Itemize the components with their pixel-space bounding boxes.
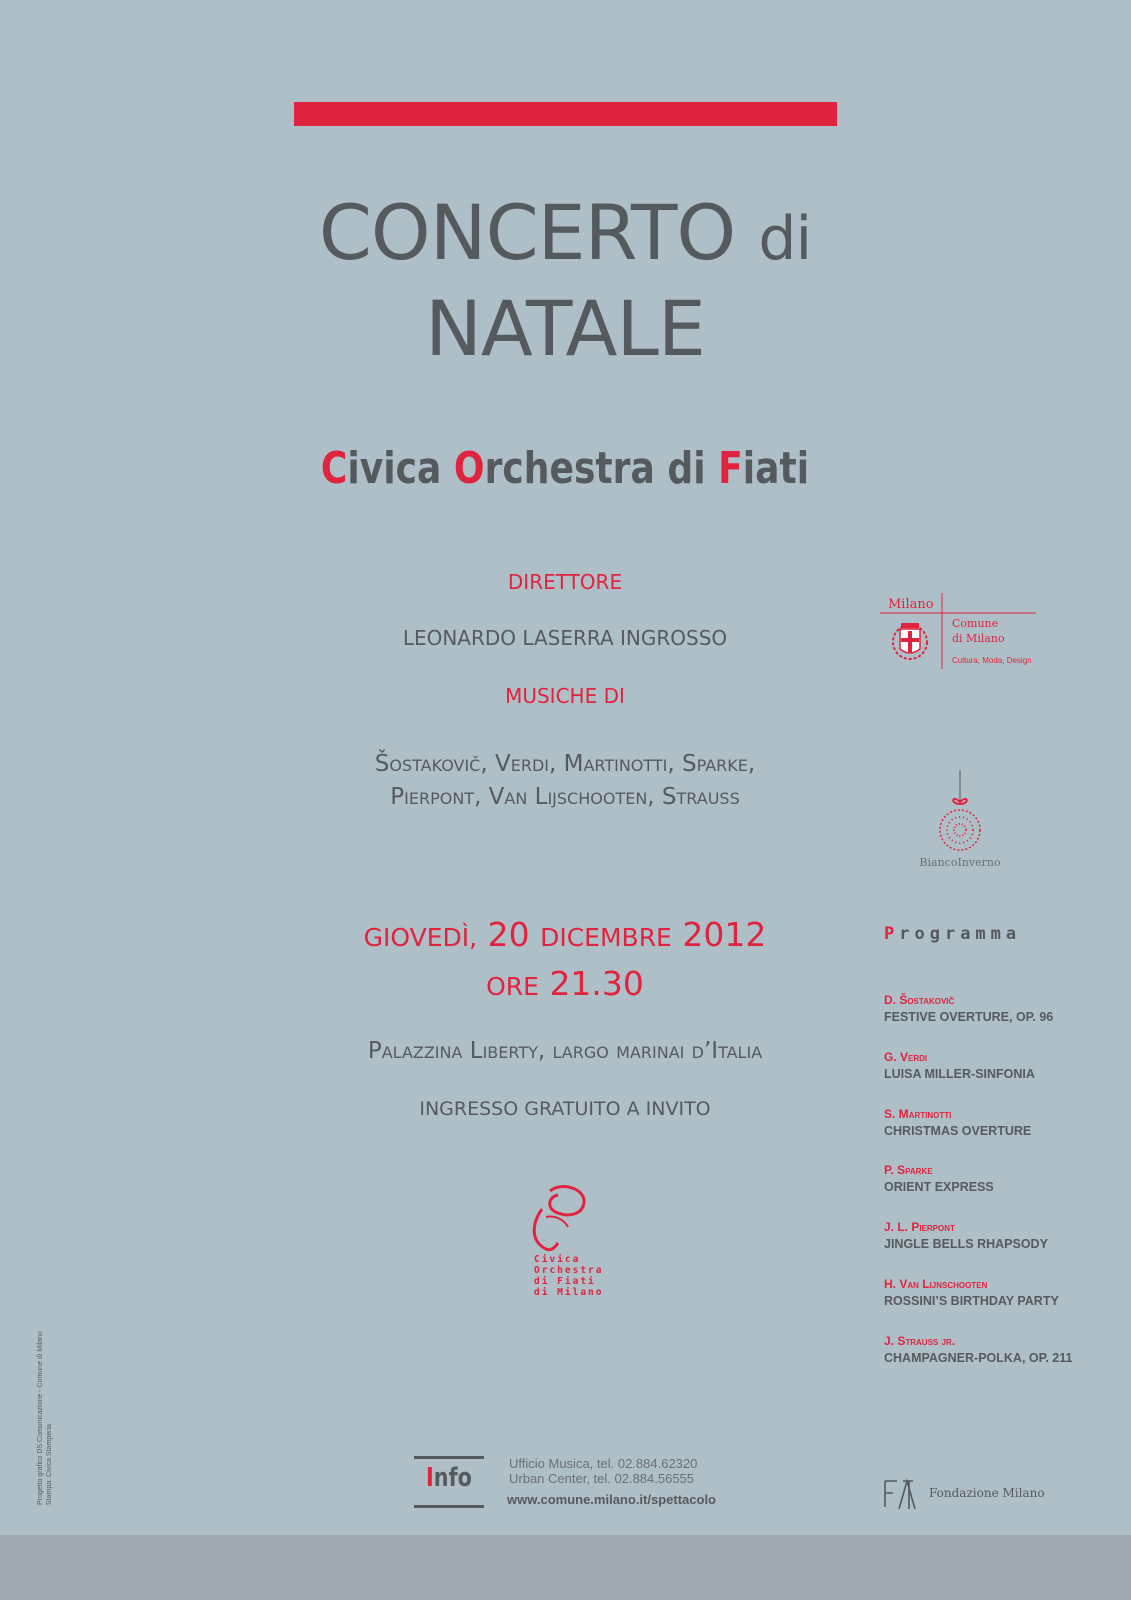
info-label: Info: [426, 1463, 472, 1493]
program-item: S. Martinotti CHRISTMAS OVERTURE: [884, 1107, 1032, 1138]
bottom-strip: [0, 1535, 1131, 1600]
print-credits: Progetto grafico DS Comunicazione - Comune di Milano Stampa: Civica Stamperia: [37, 1331, 53, 1505]
composers-list: Šostakovič, Verdi, Martinotti, Sparke, Pierpont, Van Lijschooten, Strauss: [374, 751, 756, 810]
website-link[interactable]: www.comune.milano.it/spettacolo: [507, 1492, 716, 1507]
comune-label-2: di Milano: [952, 632, 1005, 645]
program-item: P. Sparke ORIENT EXPRESS: [884, 1163, 994, 1194]
program-item: G. Verdi LUISA MILLER-SINFONIA: [884, 1050, 1035, 1081]
poster-title: CONCERTO di NATALE: [318, 188, 812, 373]
program-item: D. Šostakovič FESTIVE OVERTURE, OP. 96: [884, 993, 1054, 1024]
bianco-inverno-label: BiancoInverno: [919, 856, 1001, 869]
admission-note: INGRESSO GRATUITO A INVITO: [419, 1098, 711, 1120]
program-item: H. Van Lijnschooten ROSSINI’S BIRTHDAY PARTY: [884, 1277, 1059, 1308]
milano-word: Milano: [888, 597, 934, 612]
venue: Palazzina Liberty, largo marinai d’Italia: [367, 1038, 763, 1064]
programma-title: Programma: [884, 924, 1022, 944]
direttore-name: LEONARDO LASERRA INGROSSO: [402, 626, 728, 650]
comune-label: Comune: [952, 617, 999, 630]
orchestra-logo-text: Civica Orchestra di Fiati di Milano: [534, 1254, 604, 1298]
fondazione-milano-logo-icon: [883, 1477, 923, 1513]
program-item: J. L. Pierpont JINGLE BELLS RHAPSODY: [884, 1220, 1048, 1251]
direttore-label: DIRETTORE: [507, 570, 623, 594]
fondazione-milano-label: Fondazione Milano: [929, 1486, 1045, 1500]
contact-urban-center: Urban Center, tel. 02.884.56555: [509, 1471, 695, 1486]
musiche-label: MUSICHE DI: [505, 684, 625, 708]
concert-date: GIOVEDÌ, 20 DICEMBRE 2012 ORE 21.30: [363, 915, 767, 1003]
top-accent-bar: [294, 102, 837, 126]
contact-ufficio-musica: Ufficio Musica, tel. 02.884.62320: [509, 1456, 698, 1471]
comune-tagline: Cultura, Moda, Design: [952, 656, 1032, 665]
program-item: J. Strauss jr. CHAMPAGNER-POLKA, OP. 211: [884, 1334, 1073, 1365]
orchestra-name: Civica Orchestra di Fiati: [320, 443, 810, 494]
christmas-ornament-icon: [930, 768, 990, 868]
